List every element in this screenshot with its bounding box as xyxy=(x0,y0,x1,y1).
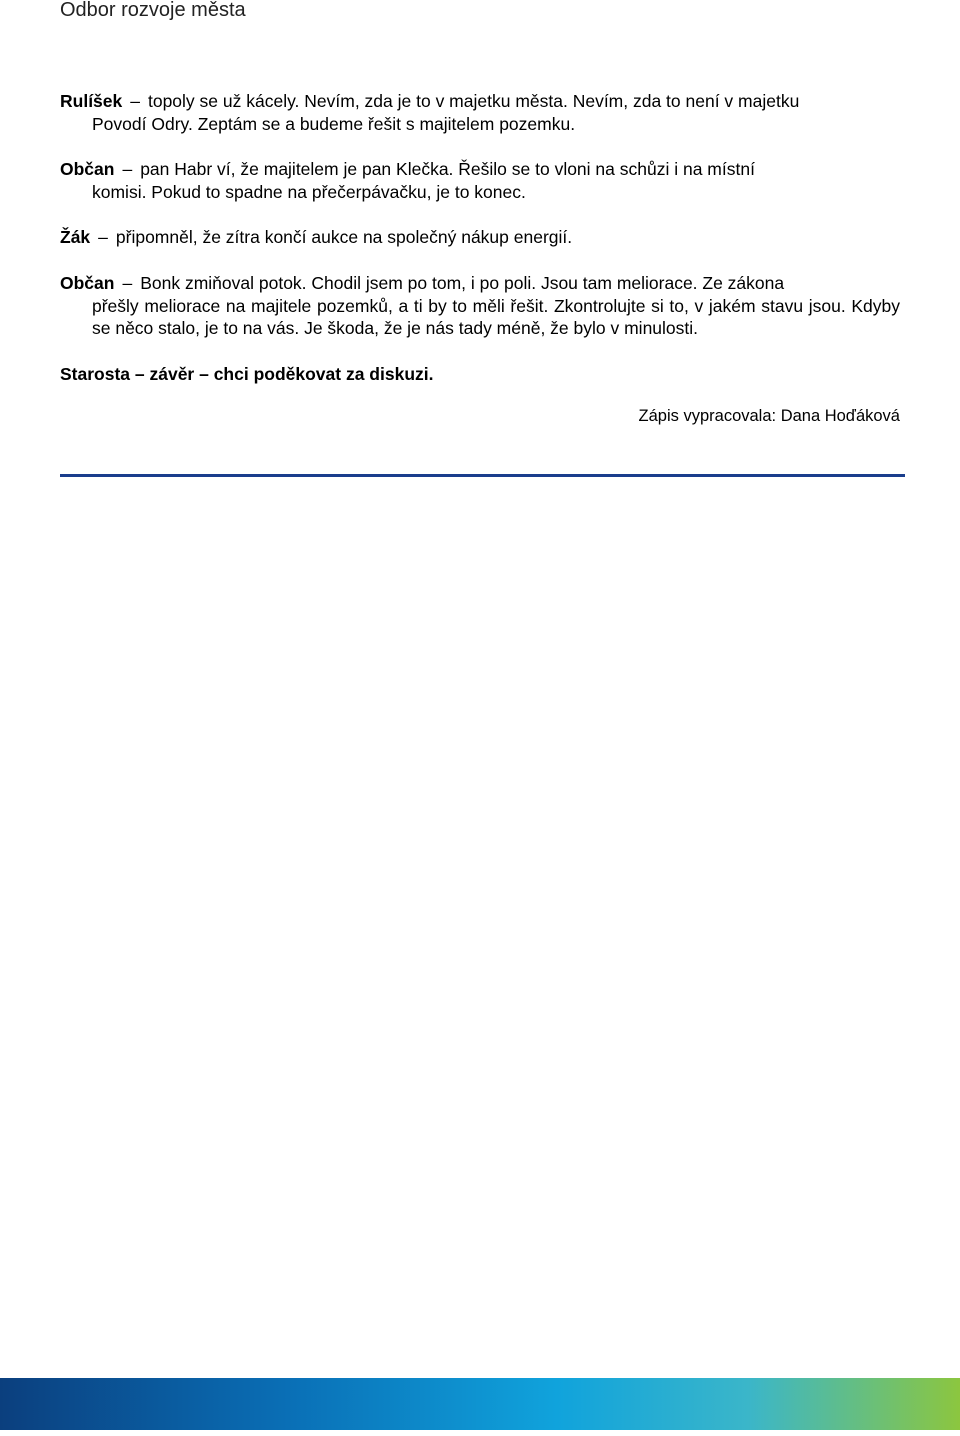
dash-separator: – xyxy=(122,273,133,293)
dash-separator: – xyxy=(130,91,140,111)
entry-text-continuation: přešly meliorace na majitele pozemků, a ti by to měli řešit. Zkontrolujte si to, v jakém stavu jsou. Kdyby se něco stalo, je to na vás. Je škoda, že je nás tady méně, že bylo v minulosti. xyxy=(92,295,900,339)
speaker-name: Žák xyxy=(60,227,91,247)
page-header-title: Odbor rozvoje města xyxy=(60,0,246,21)
entry-text-continuation: Povodí Odry. Zeptám se a budeme řešit s majitelem pozemku. xyxy=(92,113,576,134)
speaker-name: Rulíšek xyxy=(60,91,123,111)
minutes-entry xyxy=(60,158,900,203)
entry-text-continuation: komisi. Pokud to spadne na přečerpávačku, je to konec. xyxy=(92,181,526,202)
minutes-entry xyxy=(60,272,900,340)
speaker-name: Občan xyxy=(60,159,115,179)
horizontal-divider xyxy=(60,474,905,477)
conclusion-line: Starosta – závěr – chci poděkovat za diskuzi. xyxy=(60,364,434,384)
entry-text-first-line: pan Habr ví, že majitelem je pan Klečka. Řešilo se to vloni na schůzi i na místní xyxy=(140,159,755,179)
footer-gradient-bar xyxy=(0,1378,960,1430)
dash-separator: – xyxy=(98,227,108,247)
speaker-name: Občan xyxy=(60,273,115,293)
entry-text-first-line: topoly se už kácely. Nevím, zda je to v majetku města. Nevím, zda to není v majetku xyxy=(147,91,800,111)
minutes-entry xyxy=(60,90,900,135)
entry-text-first-line: Bonk zmiňoval potok. Chodil jsem po tom, i po poli. Jsou tam meliorace. Ze zákona xyxy=(140,273,785,293)
entry-text-first-line: připomněl, že zítra končí aukce na společný nákup energií. xyxy=(115,227,573,247)
minutes-author-signature: Zápis vypracovala: Dana Hoďáková xyxy=(638,407,900,425)
minutes-entry xyxy=(60,226,900,249)
dash-separator: – xyxy=(122,159,133,179)
